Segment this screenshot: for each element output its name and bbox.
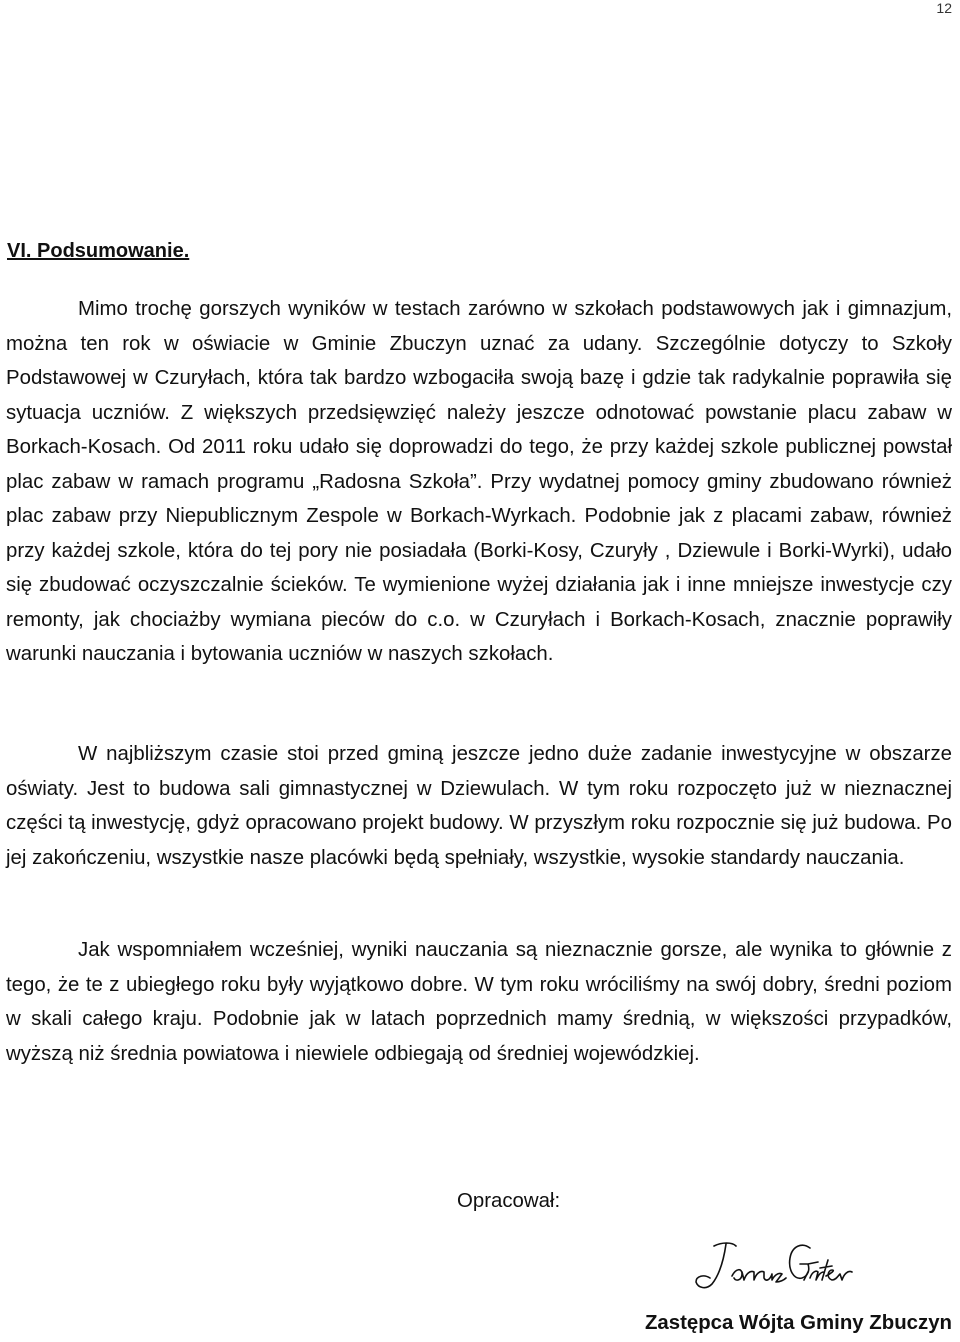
handwritten-signature — [692, 1238, 862, 1294]
paragraph-investment: W najbliższym czasie stoi przed gminą jeszcze jedno duże zadanie inwestycyjne w obszarze oświaty. Jest to budowa sali gimnastycznej w Dziewulach. W tym roku rozpoczęto już w nieznacznej części tą inwestycję, gdyż opracowano projekt budowy. W przyszłym roku rozpocznie się już budowa. Po jej zakończeniu, wszystkie nasze placówki będą spełniały, wszystkie, wysokie standardy nauczania. — [6, 743, 952, 869]
prepared-by-label: Opracował: — [457, 1190, 561, 1212]
section-heading: VI. Podsumowanie. — [7, 240, 190, 262]
paragraph-summary: Mimo trochę gorszych wyników w testach zarówno w szkołach podstawowych jak i gimnazjum, można ten rok w oświacie w Gminie Zbuczyn uznać za udany. Szczególnie dotyczy to Szkoły Podstawowej w Czuryłach, która tak bardzo wzbogaciła swoją bazę i gdzie tak radykalnie poprawiła się sytuacja uczniów. Z większych przedsięwzięć należy jeszcze odnotować powstanie placu zabaw w Borkach-Kosach. Od 2011 roku udało się doprowadzi do tego, że przy każdej szkole publicznej powstał plac zabaw w ramach programu „Radosna Szkoła”. Przy wydatnej pomocy gminy zbudowano również plac zabaw przy Niepublicznym Zespole w Borkach-Wyrkach. Podobnie jak z placami zabaw, również przy każdej szkole, która do tej pory nie posiadała (Borki-Kosy, Czuryły , Dziewule i Borki-Wyrki), udało się zbudować oczyszczalnie ścieków. Te wymienione wyżej działania jak i inne mniejsze inwestycje czy remonty, jak chociażby wymiana pieców do c.o. w Czuryłach i Borkach-Kosach, znacznie poprawiły warunki nauczania i bytowania uczniów w naszych szkołach. — [6, 298, 952, 665]
signer-title: Zastępca Wójta Gminy Zbuczyn — [644, 1312, 952, 1334]
page-number: 12 — [936, 0, 952, 16]
paragraph-results: Jak wspomniałem wcześniej, wyniki nauczania są nieznacznie gorsze, ale wynika to głównie z tego, że te z ubiegłego roku były wyjątkowo dobre. W tym roku wróciliśmy na swój dobry, średni poziom w skali całego kraju. Podobnie jak w latach poprzednich mamy średnią, w większości przypadków, wyższą niż średnia powiatowa i niewiele odbiegają od średniej wojewódzkiej. — [6, 939, 952, 1065]
